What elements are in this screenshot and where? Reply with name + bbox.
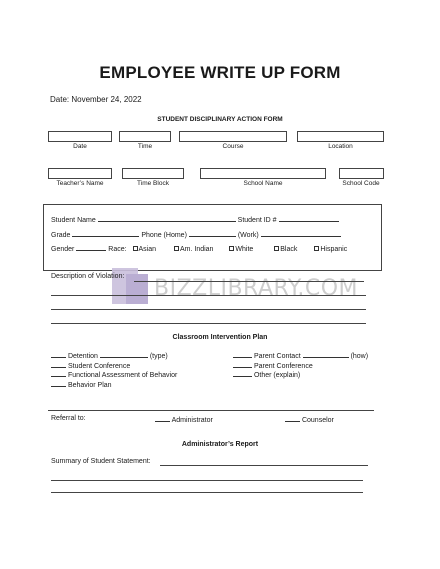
intervention-heading: Classroom Intervention Plan: [172, 334, 268, 341]
student-id-field[interactable]: [279, 215, 339, 222]
am-indian-checkbox[interactable]: [174, 246, 179, 251]
form-date: Date: November 24, 2022: [50, 95, 142, 104]
parent-conference-item: [233, 361, 313, 370]
summary-line[interactable]: [160, 465, 368, 466]
gender-row: [51, 244, 347, 253]
form-subtitle: STUDENT DISCIPLINARY ACTION FORM: [157, 116, 283, 123]
course-label: Course: [222, 143, 244, 150]
parent-contact-how-field[interactable]: [303, 351, 349, 358]
time-field[interactable]: [119, 131, 171, 142]
location-label: Location: [328, 143, 353, 150]
student-conference-field[interactable]: [51, 361, 66, 368]
school-name-label: School Name: [243, 180, 283, 187]
detention-field[interactable]: [51, 351, 66, 358]
time-block-label: Time Block: [137, 180, 169, 187]
detention-item: [51, 351, 168, 360]
functional-assessment-label: Functional Assessment of Behavior: [67, 372, 178, 379]
date-field[interactable]: [48, 131, 112, 142]
violation-line[interactable]: [134, 281, 364, 282]
other-field[interactable]: [233, 370, 252, 377]
parent-conference-label: Parent Conference: [253, 363, 313, 370]
detention-label: Detention: [67, 353, 98, 360]
grade-label: Grade: [51, 232, 71, 239]
summary-label: Summary of Student Statement:: [51, 458, 151, 465]
other-label: Other (explain): [253, 372, 301, 379]
school-name-field[interactable]: [200, 168, 326, 179]
behavior-plan-label: Behavior Plan: [67, 382, 112, 389]
location-field[interactable]: [297, 131, 384, 142]
student-id-label: Student ID #: [237, 217, 277, 224]
hispanic-label: Hispanic: [320, 246, 348, 253]
referral-divider: [48, 410, 374, 411]
school-code-field[interactable]: [339, 168, 384, 179]
watermark-text: BIZZLIBRARY.COM: [154, 275, 359, 301]
white-label: White: [235, 246, 254, 253]
grade-field[interactable]: [72, 230, 139, 237]
student-name-row: [51, 215, 339, 224]
black-label: Black: [280, 246, 298, 253]
admin-report-heading: Administrator’s Report: [181, 441, 259, 448]
time-label: Time: [137, 143, 153, 150]
detention-type-label: (type): [149, 353, 168, 360]
phone-work-label: (Work): [237, 232, 259, 239]
violation-line[interactable]: [51, 295, 366, 296]
referral-counselor-item: [285, 415, 334, 424]
student-conference-label: Student Conference: [67, 363, 131, 370]
course-field[interactable]: [179, 131, 287, 142]
school-code-label: School Code: [342, 180, 380, 187]
watermark: [112, 268, 358, 308]
referral-admin-label: Administrator: [171, 417, 213, 424]
referral-admin-field[interactable]: [155, 415, 170, 422]
teacher-name-label: Teacher’s Name: [56, 180, 104, 187]
teacher-name-field[interactable]: [48, 168, 112, 179]
other-item: [233, 370, 300, 379]
white-checkbox[interactable]: [229, 246, 234, 251]
referral-counselor-field[interactable]: [285, 415, 300, 422]
phone-work-field[interactable]: [261, 230, 341, 237]
behavior-plan-item: [51, 380, 112, 389]
grade-row: [51, 230, 341, 239]
functional-assessment-field[interactable]: [51, 370, 66, 377]
referral-label: Referral to:: [51, 415, 86, 422]
hispanic-checkbox[interactable]: [314, 246, 319, 251]
phone-home-label: Phone (Home): [141, 232, 187, 239]
date-label: Date: [73, 143, 87, 150]
behavior-plan-field[interactable]: [51, 380, 66, 387]
referral-admin-item: [155, 415, 213, 424]
violation-line[interactable]: [51, 323, 366, 324]
parent-contact-label: Parent Contact: [253, 353, 301, 360]
summary-line[interactable]: [51, 480, 363, 481]
form-title: EMPLOYEE WRITE UP FORM: [99, 63, 341, 82]
black-checkbox[interactable]: [274, 246, 279, 251]
time-block-field[interactable]: [122, 168, 184, 179]
referral-counselor-label: Counselor: [301, 417, 334, 424]
gender-field[interactable]: [76, 244, 106, 251]
student-conference-item: [51, 361, 130, 370]
student-name-label: Student Name: [51, 217, 96, 224]
detention-type-field[interactable]: [100, 351, 148, 358]
parent-conference-field[interactable]: [233, 361, 252, 368]
parent-contact-item: [233, 351, 368, 360]
gender-label: Gender: [51, 246, 75, 253]
parent-contact-how-label: (how): [350, 353, 369, 360]
phone-home-field[interactable]: [189, 230, 236, 237]
student-name-field[interactable]: [98, 215, 236, 222]
race-label: Race:: [108, 246, 127, 253]
functional-assessment-item: [51, 370, 177, 379]
parent-contact-field[interactable]: [233, 351, 252, 358]
summary-line[interactable]: [51, 492, 363, 493]
am-indian-label: Am. Indian: [179, 246, 214, 253]
asian-checkbox[interactable]: [133, 246, 138, 251]
violation-line[interactable]: [51, 309, 366, 310]
violation-label: Description of Violation:: [51, 273, 125, 280]
asian-label: Asian: [138, 246, 157, 253]
